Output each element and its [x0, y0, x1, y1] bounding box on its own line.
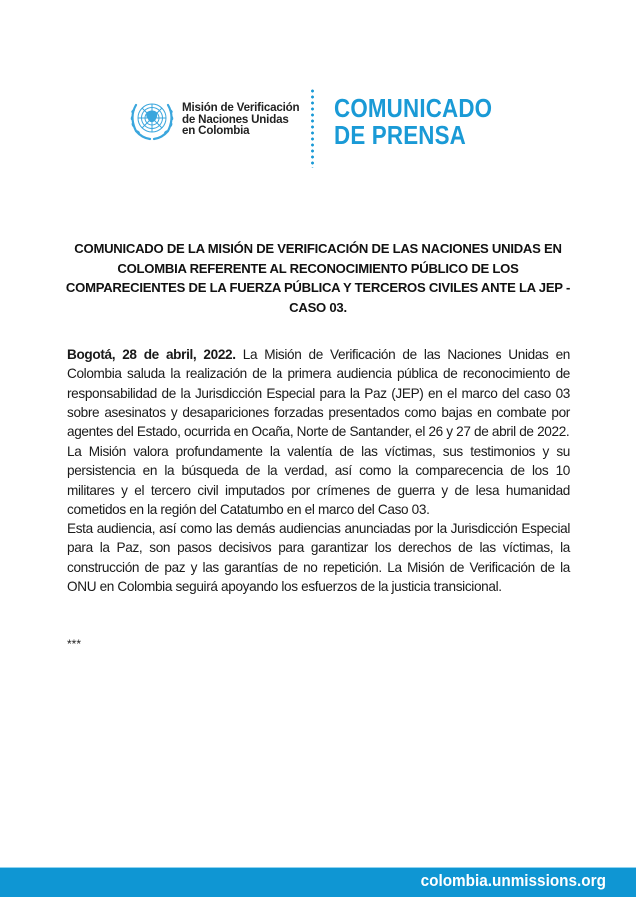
- paragraph-1: [67, 345, 570, 441]
- press-title-line: COMUNICADO: [334, 93, 493, 123]
- footer-url-link[interactable]: colombia.unmissions.org: [420, 871, 606, 890]
- press-release-title: [334, 95, 492, 149]
- organization-name-line: de Naciones Unidas: [182, 112, 289, 126]
- footer-bar: [0, 867, 636, 897]
- organization-name: [182, 102, 299, 137]
- paragraph-3: Esta audiencia, así como las demás audiencias anunciadas por la Jurisdicción Especial para la Paz, son pasos decisivos para garantizar los derechos de las víctimas, la construcción de paz y las garantías de no repetición. La Misión de Verificación de la ONU en Colombia seguirá apoyando los esfuerzos de la justicia transicional.: [67, 521, 570, 594]
- end-mark: ***: [67, 637, 82, 651]
- un-emblem-icon: [127, 97, 177, 143]
- organization-name-line: en Colombia: [182, 124, 250, 137]
- dotted-divider: [311, 88, 314, 168]
- press-title-line: DE PRENSA: [334, 120, 467, 150]
- paragraph-2: La Misión valora profundamente la valentía de las víctimas, sus testimonios y su persistencia en la búsqueda de la verdad, así como la comparecencia de los 10 militares y el tercero civil imputados por crímenes de guerra y de lesa humanidad cometidos en la región del Catatumbo en el marco del Caso 03.: [67, 444, 570, 517]
- dateline: Bogotá, 28 de abril, 2022.: [67, 347, 236, 362]
- headline: COMUNICADO DE LA MISIÓN DE VERIFICACIÓN DE LAS NACIONES UNIDAS EN COLOMBIA REFERENTE AL RECONOCIMIENTO PÚBLICO DE LOS COMPARECIENTES DE LA FUERZA PÚBLICA Y TERCEROS CIVILES ANTE LA JEP -CASO 03.: [65, 241, 571, 315]
- organization-name-line: Misión de Verificación: [182, 101, 300, 114]
- paragraph-1-text: La Misión de Verificación de las Naciones Unidas en Colombia saluda la realización de la primera audiencia pública de reconocimiento de responsabilidad de la Jurisdicción Especial para la Paz (JEP) en el marco del caso 03 sobre asesinatos y desapariciones forzadas presentados como bajas en combate por agentes del Estado, ocurrida en Ocaña, Norte de Santander, el 26 y 27 de abril de 2022.: [67, 347, 570, 440]
